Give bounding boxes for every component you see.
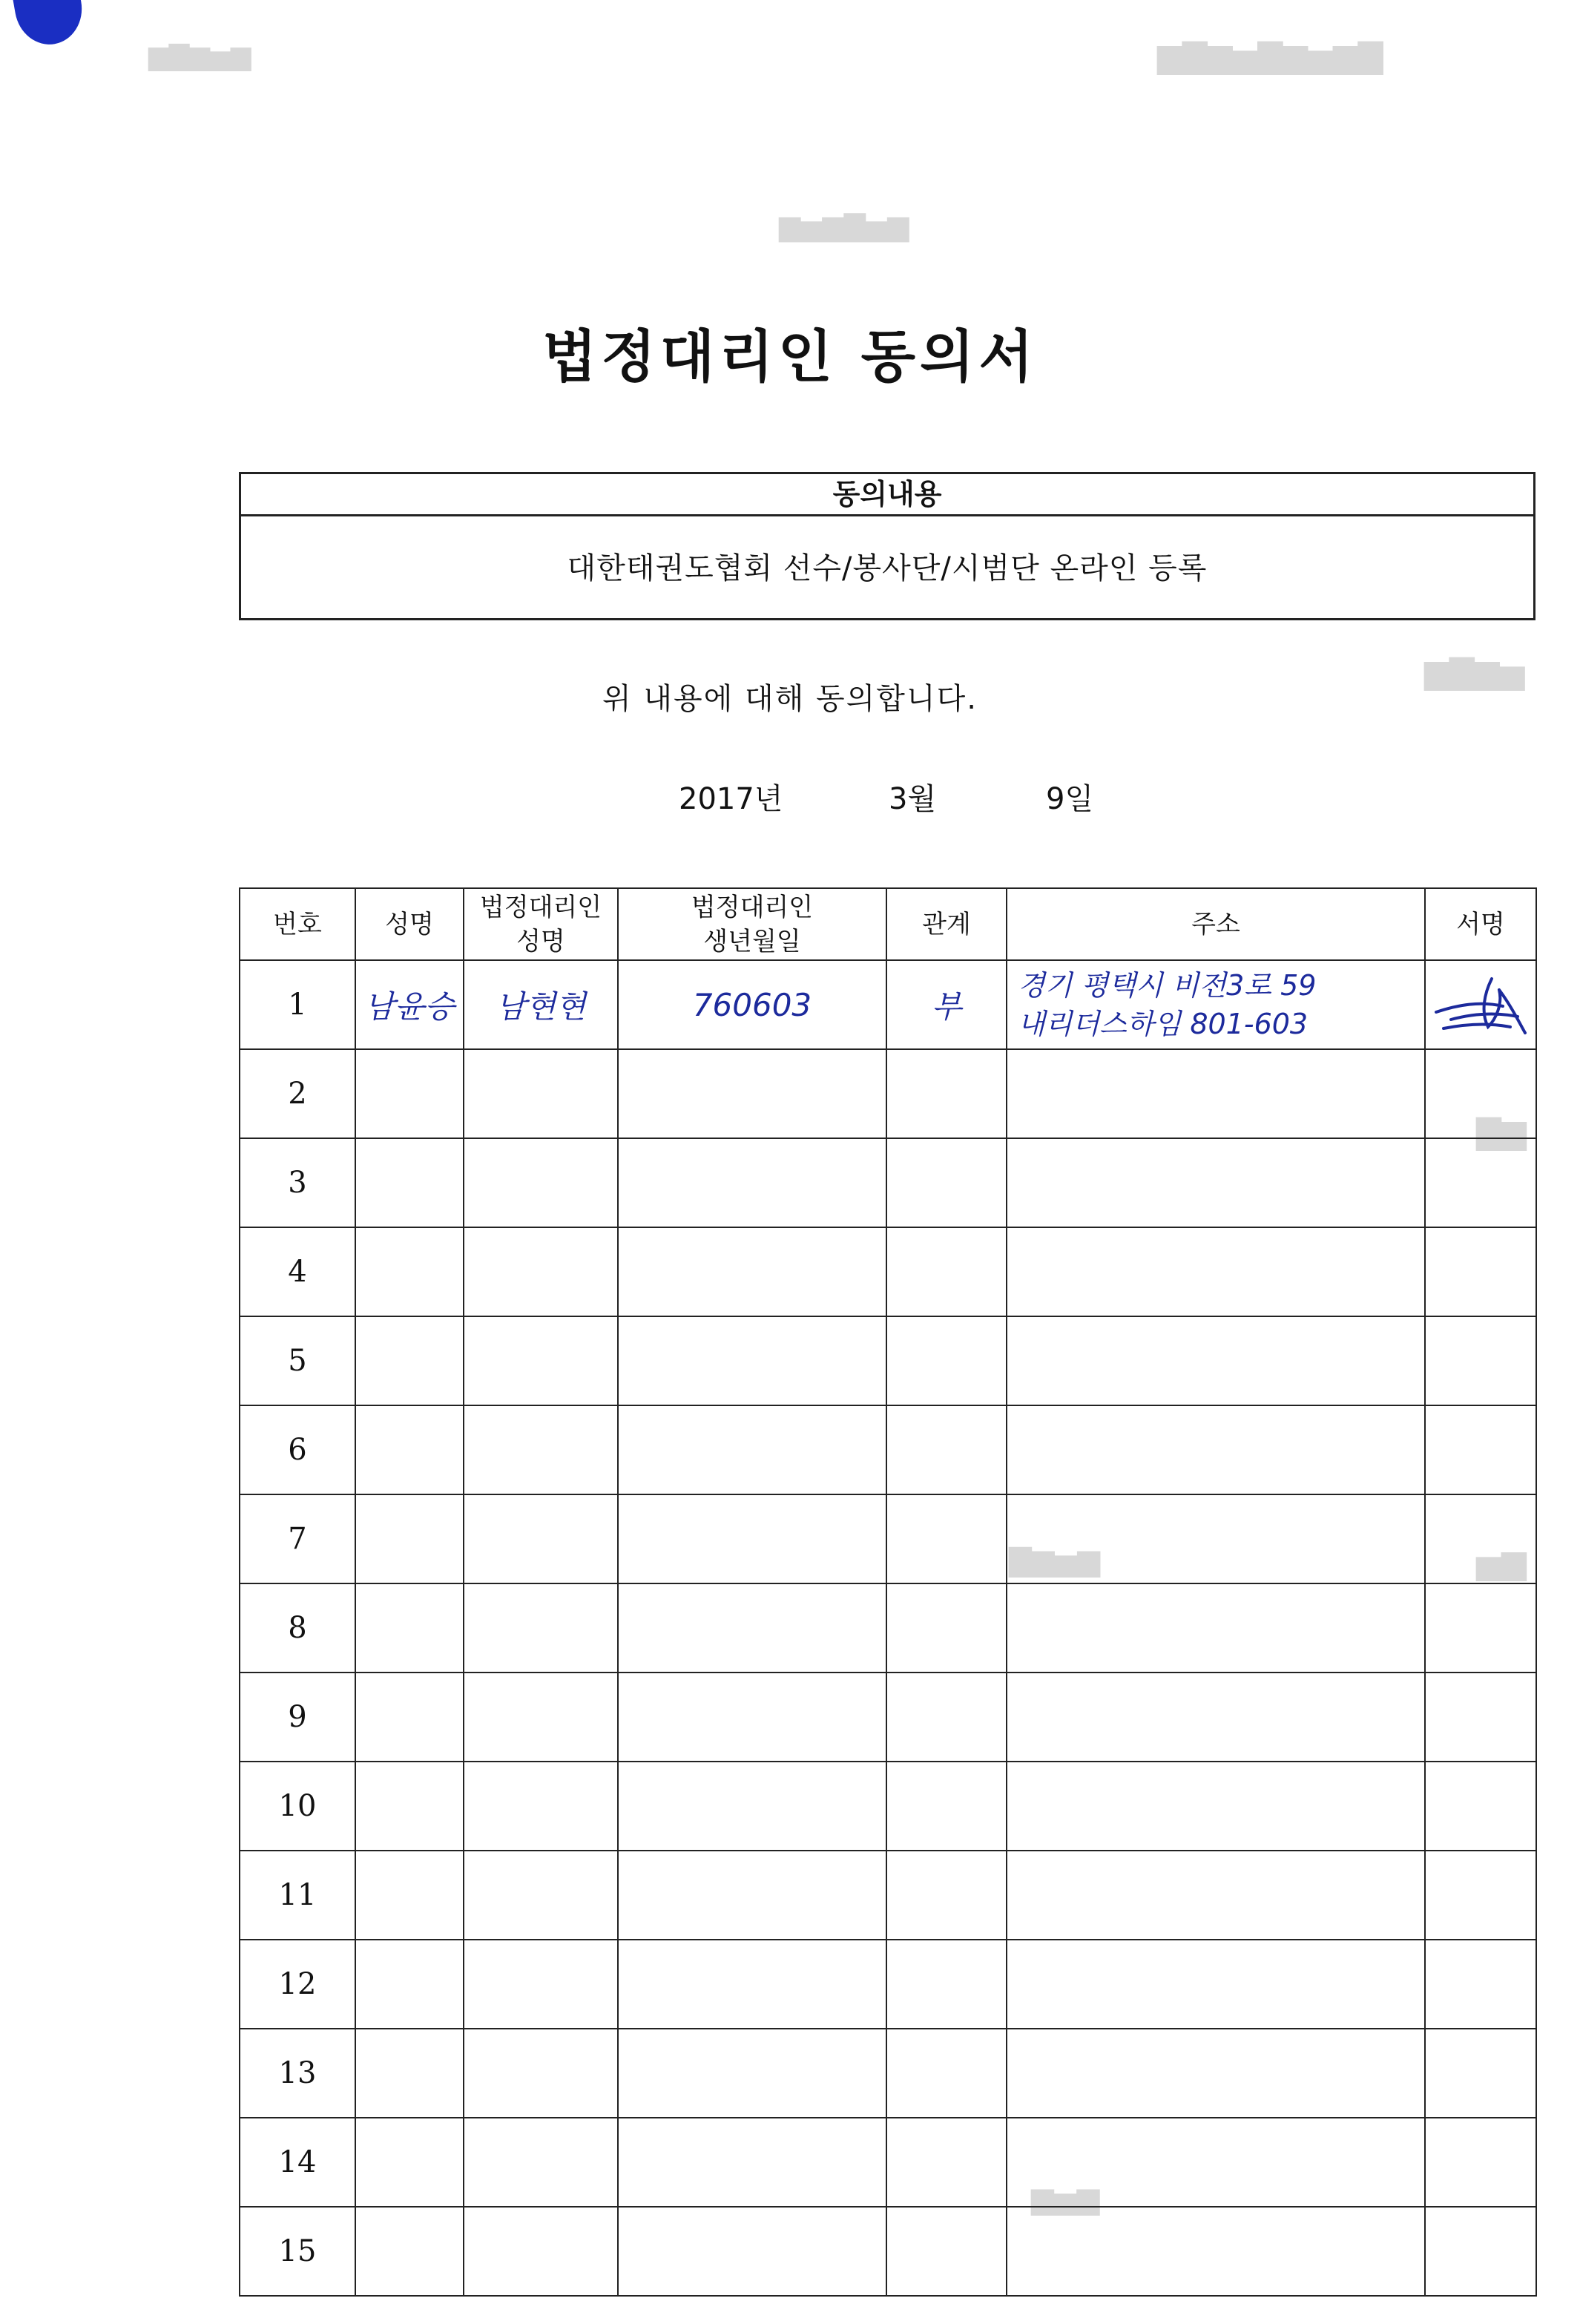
table-row (240, 1583, 1536, 1673)
table-row (240, 1049, 1536, 1138)
row-number: 14 (240, 2118, 355, 2207)
row-number: 7 (240, 1494, 355, 1583)
bleed-through-mark: ▅▆▇▆ (1424, 653, 1525, 691)
header-name: 성명 (355, 888, 464, 960)
table-row (240, 1494, 1536, 1583)
consent-box (239, 472, 1535, 620)
header-guardian-birth-line2: 생년월일 (703, 926, 801, 956)
header-guardian-name-line2: 성명 (516, 926, 565, 956)
address-line2: 내리더스하임 801-603 (1018, 1008, 1309, 1040)
date-day: 9일 (1046, 782, 1094, 816)
table-row (240, 1405, 1536, 1494)
table-row (240, 2118, 1536, 2207)
address-line1: 경기 평택시 비전3로 59 (1018, 969, 1317, 1002)
bleed-through-mark: ▆▅▆▇▆ (148, 41, 251, 71)
blue-ink-mark (9, 0, 88, 50)
consent-content: 대한태권도협회 선수/봉사단/시범단 온라인 등록 (567, 551, 1208, 585)
student-name: 남윤승 (355, 960, 464, 1049)
row-number: 10 (240, 1762, 355, 1851)
bleed-through-mark: ▆▅▆ (1031, 2182, 1100, 2216)
header-number: 번호 (240, 888, 355, 960)
row-number: 8 (240, 1583, 355, 1673)
row-number: 9 (240, 1673, 355, 1762)
guardian-name: 남현현 (464, 960, 618, 1049)
table-row (240, 1940, 1536, 2029)
row-number: 1 (240, 960, 355, 1049)
relation: 부 (886, 960, 1007, 1049)
table-row (240, 1851, 1536, 1940)
table-row (240, 2029, 1536, 2118)
row-number: 13 (240, 2029, 355, 2118)
header-guardian-name (464, 888, 618, 960)
header-address: 주소 (1007, 888, 1425, 960)
row-number: 2 (240, 1049, 355, 1138)
table-row (240, 1138, 1536, 1227)
document-title: 법정대리인 동의서 (542, 324, 1038, 390)
date-year: 2017년 (679, 782, 783, 816)
header-guardian-birth-line1: 법정대리인 (691, 892, 814, 922)
bleed-through-mark: ▇▆▅▆▇▅▆▇▆ (1157, 37, 1383, 75)
bleed-through-mark: ▆▅ (1476, 1543, 1527, 1581)
table-row (240, 1227, 1536, 1316)
table-row (240, 960, 1536, 1049)
address (1007, 960, 1425, 1049)
table-row (240, 1316, 1536, 1405)
date-month: 3월 (889, 782, 937, 816)
table-row (240, 1762, 1536, 1851)
row-number: 5 (240, 1316, 355, 1405)
row-number: 4 (240, 1227, 355, 1316)
header-relation: 관계 (886, 888, 1007, 960)
header-guardian-birth (618, 888, 886, 960)
consent-header: 동의내용 (241, 474, 1533, 516)
table-header-row (240, 888, 1536, 960)
handwritten-signature (1429, 968, 1533, 1042)
guardian-birthdate: 760603 (618, 960, 886, 1049)
header-signature: 서명 (1425, 888, 1536, 960)
signature-cell (1425, 960, 1536, 1049)
table-row (240, 1673, 1536, 1762)
row-number: 11 (240, 1851, 355, 1940)
row-number: 6 (240, 1405, 355, 1494)
bleed-through-mark: ▆▅▆▇ (1009, 1543, 1101, 1578)
row-number: 3 (240, 1138, 355, 1227)
table-row (240, 2207, 1536, 2296)
consent-statement: 위 내용에 대해 동의합니다. (602, 682, 978, 716)
bleed-through-mark: ▆▇ (1476, 1113, 1527, 1151)
row-number: 15 (240, 2207, 355, 2296)
bleed-through-mark: ▆▅▇▆▅▆ (779, 209, 909, 242)
header-guardian-name-line1: 법정대리인 (479, 892, 602, 922)
row-number: 12 (240, 1940, 355, 2029)
guardian-table (239, 887, 1537, 2297)
